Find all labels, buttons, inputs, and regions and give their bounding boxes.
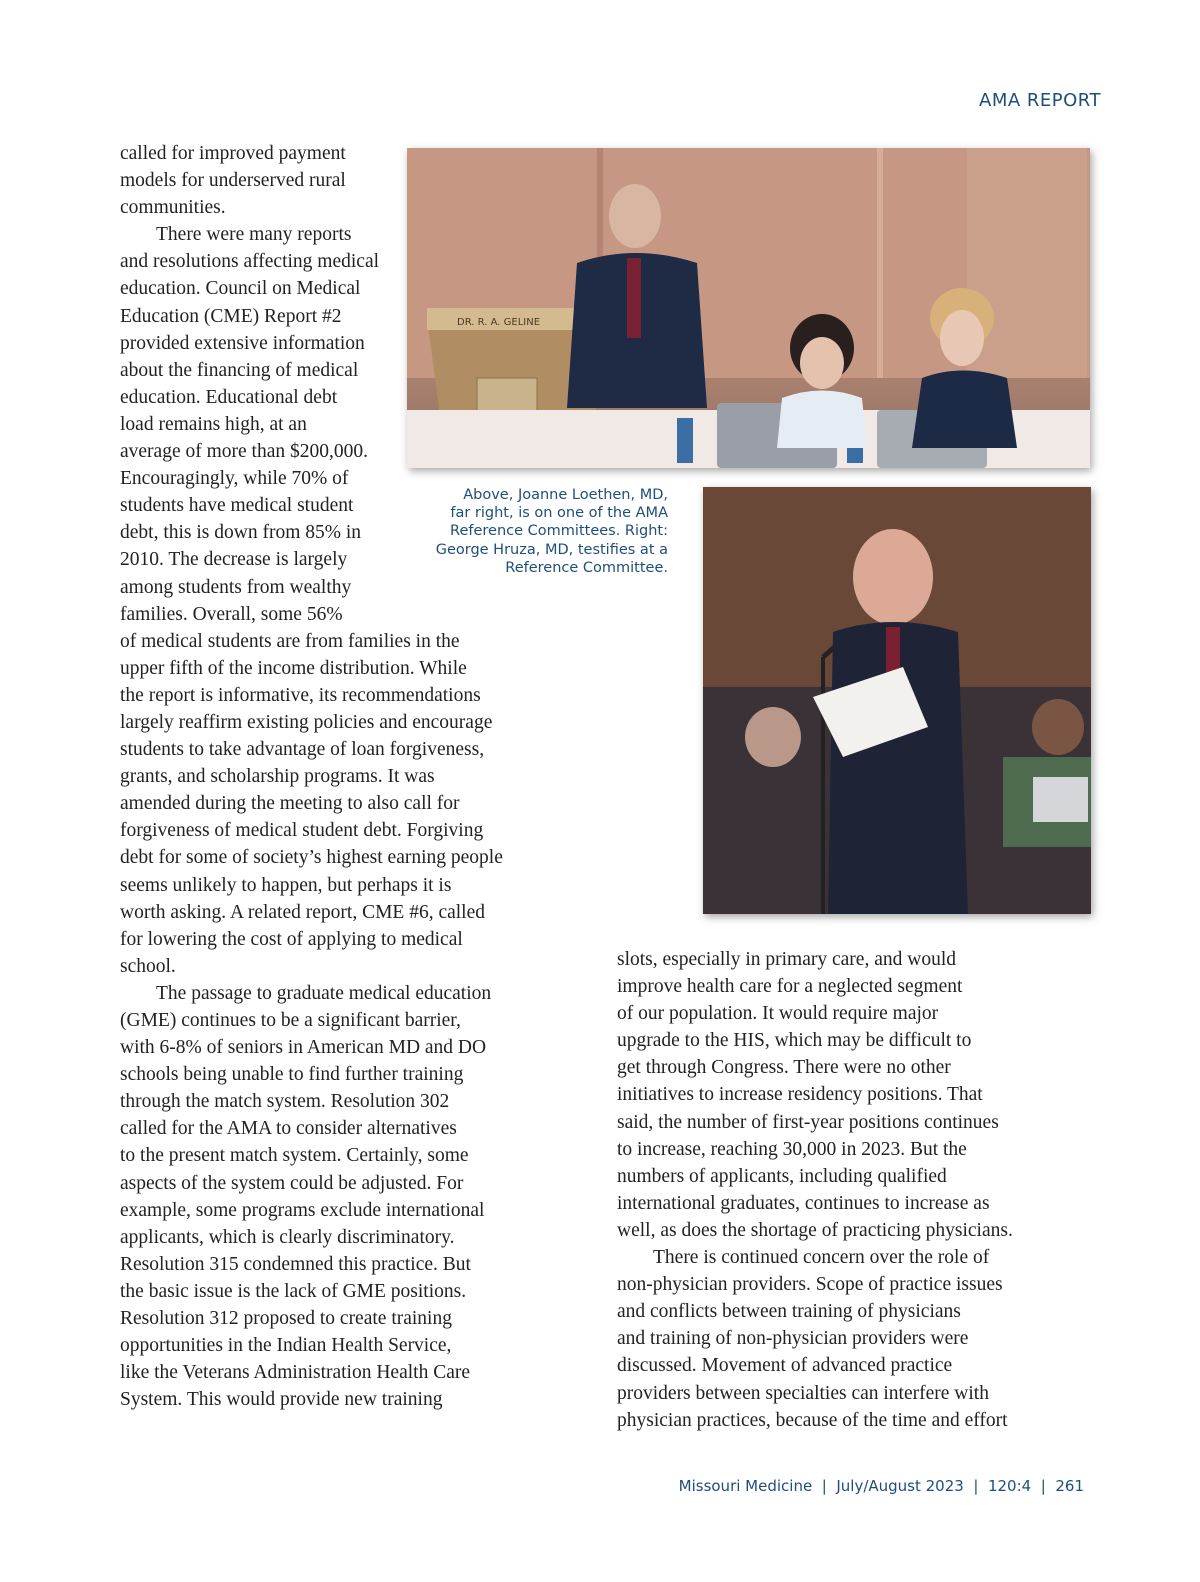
text-line: called for improved payment xyxy=(120,143,346,164)
page-number: 261 xyxy=(1055,1477,1084,1495)
text-line: (GME) continues to be a significant barrier, xyxy=(120,1010,461,1031)
text-line: education. Educational debt xyxy=(120,386,338,408)
text-line: worth asking. A related report, CME #6, called xyxy=(120,901,485,923)
testimony-photo xyxy=(703,487,1091,914)
text-line: seems unlikely to happen, but perhaps it is xyxy=(120,874,452,896)
text-line: System. This would provide new training xyxy=(120,1389,443,1411)
text-line: debt for some of society’s highest earning people xyxy=(120,847,503,869)
text-line: and training of non-physician providers were xyxy=(617,1328,969,1350)
text-line: 2010. The decrease is largely xyxy=(120,549,348,571)
caption-line: far right, is on one of the AMA xyxy=(450,505,668,522)
text-line: for lowering the cost of applying to medical xyxy=(120,928,463,950)
text-line: provided extensive information xyxy=(120,332,365,354)
text-line: average of more than $200,000. xyxy=(120,441,368,463)
text-line: international graduates, continues to increase as xyxy=(617,1192,990,1214)
text-line: to the present match system. Certainly, some xyxy=(120,1145,469,1167)
text-line: school. xyxy=(120,955,176,977)
article-right-column xyxy=(617,946,1013,1434)
text-line: models for underserved rural xyxy=(120,170,346,192)
text-line: slots, especially in primary care, and would xyxy=(617,949,956,970)
text-line: There is continued concern over the role of xyxy=(653,1247,990,1269)
text-line: largely reaffirm existing policies and encourage xyxy=(120,711,493,733)
text-line: aspects of the system could be adjusted. For xyxy=(120,1172,464,1194)
text-line: Encouragingly, while 70% of xyxy=(120,468,349,490)
text-line: through the match system. Resolution 302 xyxy=(120,1091,450,1113)
text-line: with 6-8% of seniors in American MD and DO xyxy=(120,1037,487,1059)
text-line: example, some programs exclude international xyxy=(120,1199,485,1221)
text-line: Resolution 315 condemned this practice. But xyxy=(120,1253,471,1275)
text-line: of medical students are from families in the xyxy=(120,630,460,652)
text-line: Resolution 312 proposed to create training xyxy=(120,1308,452,1330)
text-line: non-physician providers. Scope of practice issues xyxy=(617,1274,1003,1296)
text-line: and conflicts between training of physicians xyxy=(617,1301,961,1323)
text-line: to increase, reaching 30,000 in 2023. But the xyxy=(617,1138,967,1160)
volume-number: 120:4 xyxy=(987,1477,1032,1495)
text-line: load remains high, at an xyxy=(120,413,307,435)
text-line: and resolutions affecting medical xyxy=(120,251,380,273)
text-line: numbers of applicants, including qualified xyxy=(617,1165,947,1187)
photo-caption xyxy=(412,486,668,577)
text-line: upper fifth of the income distribution. While xyxy=(120,657,467,679)
page-footer xyxy=(679,1477,1084,1495)
podium-nameplate: DR. R. A. GELINE xyxy=(457,317,541,328)
reference-committee-panel-photo xyxy=(407,148,1090,468)
footer-separator: | xyxy=(1035,1477,1051,1495)
text-line: communities. xyxy=(120,197,226,219)
issue-date: July/August 2023 xyxy=(836,1477,964,1495)
text-line: debt, this is down from 85% in xyxy=(120,522,362,544)
text-line: about the financing of medical xyxy=(120,359,359,381)
footer-separator: | xyxy=(968,1477,984,1495)
text-line: improve health care for a neglected segment xyxy=(617,976,963,998)
caption-line: Above, Joanne Loethen, MD, xyxy=(463,487,668,503)
text-line: schools being unable to find further training xyxy=(120,1064,464,1086)
text-line: education. Council on Medical xyxy=(120,278,361,300)
text-line: There were many reports xyxy=(156,224,352,246)
text-line: amended during the meeting to also call for xyxy=(120,793,460,815)
text-line: the report is informative, its recommendations xyxy=(120,684,481,706)
text-line: the basic issue is the lack of GME positions. xyxy=(120,1280,467,1302)
text-line: opportunities in the Indian Health Service, xyxy=(120,1335,452,1357)
text-line: get through Congress. There were no other xyxy=(617,1057,951,1079)
footer-separator: | xyxy=(816,1477,832,1495)
text-line: said, the number of first-year positions continues xyxy=(617,1111,999,1133)
text-line: discussed. Movement of advanced practice xyxy=(617,1355,953,1377)
text-line: forgiveness of medical student debt. Forgiving xyxy=(120,820,484,842)
text-line: applicants, which is clearly discriminatory. xyxy=(120,1226,455,1248)
text-line: families. Overall, some 56% xyxy=(120,603,343,625)
journal-name: Missouri Medicine xyxy=(678,1477,813,1495)
text-line: called for the AMA to consider alternatives xyxy=(120,1118,457,1140)
text-line: well, as does the shortage of practicing physicians. xyxy=(617,1219,1013,1241)
text-line: providers between specialties can interfere with xyxy=(617,1382,989,1404)
text-line: upgrade to the HIS, which may be difficult to xyxy=(617,1030,972,1052)
text-line: grants, and scholarship programs. It was xyxy=(120,766,435,788)
caption-line: Reference Committee. xyxy=(505,559,668,576)
text-line: The passage to graduate medical education xyxy=(156,982,492,1004)
text-line: physician practices, because of the time and effort xyxy=(617,1409,1008,1431)
caption-line: Reference Committees. Right: xyxy=(450,523,668,540)
text-line: students have medical student xyxy=(120,495,354,517)
text-line: of our population. It would require major xyxy=(617,1003,939,1025)
text-line: among students from wealthy xyxy=(120,576,352,598)
text-line: Education (CME) Report #2 xyxy=(120,305,342,327)
text-line: like the Veterans Administration Health Care xyxy=(120,1362,471,1384)
section-header: AMA REPORT xyxy=(979,90,1101,111)
text-line: initiatives to increase residency positions. That xyxy=(617,1084,983,1106)
caption-line: George Hruza, MD, testifies at a xyxy=(435,541,668,558)
text-line: students to take advantage of loan forgiveness, xyxy=(120,739,485,761)
